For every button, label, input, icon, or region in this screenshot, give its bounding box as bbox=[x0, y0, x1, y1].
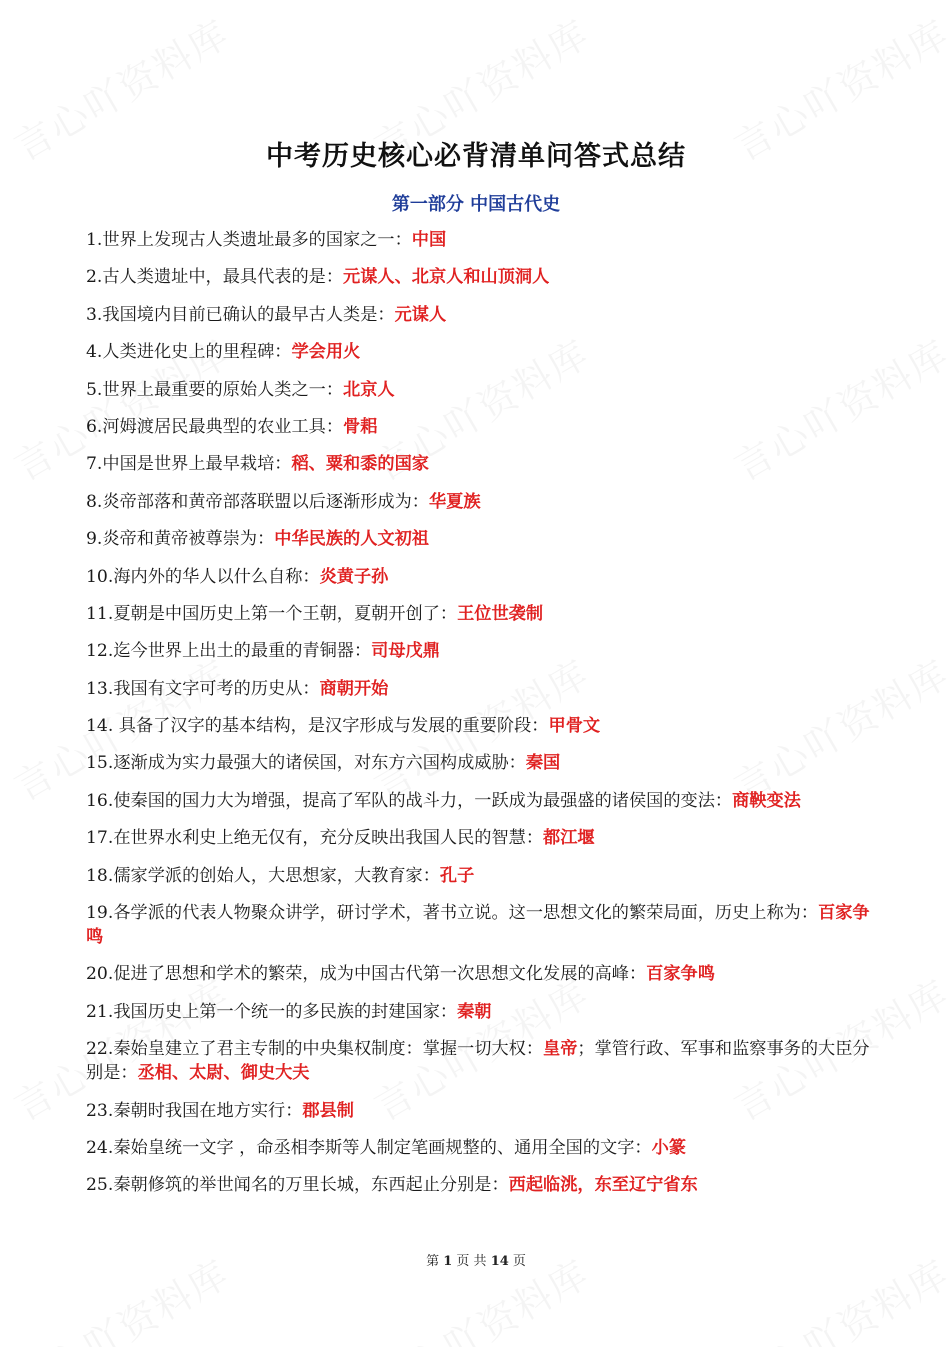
question-text: 17.在世界水利史上绝无仅有，充分反映出我国人民的智慧： bbox=[86, 828, 544, 849]
footer-page-number: 1 bbox=[443, 1254, 453, 1269]
qa-item bbox=[86, 602, 874, 626]
answer-text: 中华民族的人文初祖 bbox=[274, 529, 429, 550]
question-text: 19.各学派的代表人物聚众讲学，研讨学术，著书立说。这一思想文化的繁荣局面，历史上称为： bbox=[86, 903, 819, 924]
answer-text: 骨耜 bbox=[343, 416, 378, 437]
qa-item bbox=[86, 265, 874, 289]
answer-text: 元谋人 bbox=[394, 304, 447, 325]
answer-text: 郡县制 bbox=[302, 1100, 354, 1121]
question-text: 2.古人类遗址中，最具代表的是： bbox=[86, 267, 344, 288]
answer-text: 丞相、太尉、御史大夫 bbox=[137, 1063, 310, 1084]
question-text: 24.秦始皇统一文字 ，命丞相李斯等人制定笔画规整的、通用全国的文字： bbox=[86, 1137, 652, 1158]
answer-text: 百家争鸣 bbox=[646, 964, 715, 985]
qa-item bbox=[86, 714, 874, 738]
question-text: 18.儒家学派的创始人，大思想家，大教育家： bbox=[86, 865, 440, 886]
answer-text: 稻、粟和黍的国家 bbox=[291, 454, 429, 475]
answer-text: 商鞅变法 bbox=[732, 790, 801, 811]
qa-list bbox=[86, 228, 874, 1211]
qa-item bbox=[86, 639, 874, 663]
answer-text: 百家争鸣 bbox=[86, 903, 870, 948]
question-text: 1.世界上发现古人类遗址最多的国家之一： bbox=[86, 230, 412, 250]
answer-text: 小篆 bbox=[651, 1137, 687, 1158]
answer-text: 北京人 bbox=[343, 379, 395, 400]
qa-item bbox=[86, 1136, 874, 1160]
qa-item bbox=[86, 962, 874, 986]
qa-item bbox=[86, 565, 874, 589]
answer-text: 商朝开始 bbox=[319, 678, 389, 699]
footer-suffix: 页 bbox=[512, 1254, 526, 1269]
qa-item bbox=[86, 452, 874, 476]
qa-item bbox=[86, 378, 874, 402]
question-text: 15.逐渐成为实力最强大的诸侯国，对东方六国构成威胁： bbox=[86, 753, 526, 774]
question-text: 20.促进了思想和学术的繁荣，成为中国古代第一次思想文化发展的高峰： bbox=[86, 964, 647, 985]
answer-text: 孔子 bbox=[439, 865, 475, 886]
answer-text: 甲骨文 bbox=[548, 716, 601, 737]
question-text: 11.夏朝是中国历史上第一个王朝，夏朝开创了： bbox=[86, 603, 458, 624]
question-text: ；掌管行政、军事和监察事务的大臣分别是： bbox=[86, 1039, 870, 1084]
section-heading: 第一部分 中国古代史 bbox=[391, 194, 561, 215]
question-text: 5.世界上最重要的原始人类之一： bbox=[86, 379, 344, 400]
qa-item bbox=[86, 751, 874, 775]
page-title: 中考历史核心必背清单问答式总结 bbox=[266, 141, 686, 172]
question-text: 23.秦朝时我国在地方实行： bbox=[86, 1100, 303, 1121]
question-text: 13.我国有文字可考的历史从： bbox=[86, 678, 320, 699]
question-text: 9.炎帝和黄帝被尊崇为： bbox=[86, 529, 275, 550]
qa-item bbox=[86, 826, 874, 850]
question-text: 14. 具备了汉字的基本结构，是汉字形成与发展的重要阶段： bbox=[86, 716, 549, 737]
qa-item bbox=[86, 1173, 874, 1197]
qa-item bbox=[86, 490, 874, 514]
answer-text: 都江堰 bbox=[543, 828, 595, 849]
qa-item bbox=[86, 303, 874, 327]
question-text: 8.炎帝部落和黄帝部落联盟以后逐渐形成为： bbox=[86, 491, 429, 512]
question-text: 21.我国历史上第一个统一的多民族的封建国家： bbox=[86, 1001, 458, 1022]
qa-item bbox=[86, 864, 874, 888]
answer-text: 学会用火 bbox=[291, 342, 361, 363]
qa-item bbox=[86, 1000, 874, 1024]
page-footer bbox=[0, 1250, 952, 1269]
footer-mid: 页 共 bbox=[456, 1254, 487, 1269]
qa-item bbox=[86, 677, 874, 701]
answer-text: 司母戊鼎 bbox=[371, 641, 440, 662]
qa-item bbox=[86, 228, 874, 252]
answer-text: 西起临洮，东至辽宁省东 bbox=[508, 1175, 698, 1196]
answer-text: 华夏族 bbox=[428, 491, 481, 512]
question-text: 4.人类进化史上的里程碑： bbox=[86, 342, 292, 363]
qa-item bbox=[86, 527, 874, 551]
question-text: 7.中国是世界上最早栽培： bbox=[86, 454, 292, 475]
answer-text: 元谋人、北京人和山顶洞人 bbox=[343, 267, 550, 288]
answer-text: 秦国 bbox=[525, 753, 561, 774]
answer-text: 秦朝 bbox=[457, 1001, 492, 1022]
question-text: 12.迄今世界上出土的最重的青铜器： bbox=[86, 641, 372, 662]
question-text: 16.使秦国的国力大为增强，提高了军队的战斗力，一跃成为最强盛的诸侯国的变法： bbox=[86, 790, 733, 811]
answer-text: 中国 bbox=[411, 230, 447, 250]
answer-text: 皇帝 bbox=[543, 1039, 578, 1060]
question-text: 22.秦始皇建立了君主专制的中央集权制度：掌握一切大权： bbox=[86, 1039, 544, 1060]
footer-prefix: 第 bbox=[426, 1254, 440, 1269]
qa-item bbox=[86, 415, 874, 439]
qa-item bbox=[86, 1037, 874, 1085]
qa-item bbox=[86, 789, 874, 813]
answer-text: 炎黄子孙 bbox=[319, 566, 389, 587]
question-text: 10.海内外的华人以什么自称： bbox=[86, 566, 320, 587]
qa-item bbox=[86, 901, 874, 949]
answer-text: 王位世袭制 bbox=[457, 603, 544, 624]
question-text: 3.我国境内目前已确认的最早古人类是： bbox=[86, 304, 395, 325]
qa-item bbox=[86, 340, 874, 364]
footer-total-pages: 14 bbox=[490, 1254, 509, 1269]
qa-item bbox=[86, 1099, 874, 1123]
question-text: 25.秦朝修筑的举世闻名的万里长城，东西起止分别是： bbox=[86, 1175, 509, 1196]
question-text: 6.河姆渡居民最典型的农业工具： bbox=[86, 416, 344, 437]
